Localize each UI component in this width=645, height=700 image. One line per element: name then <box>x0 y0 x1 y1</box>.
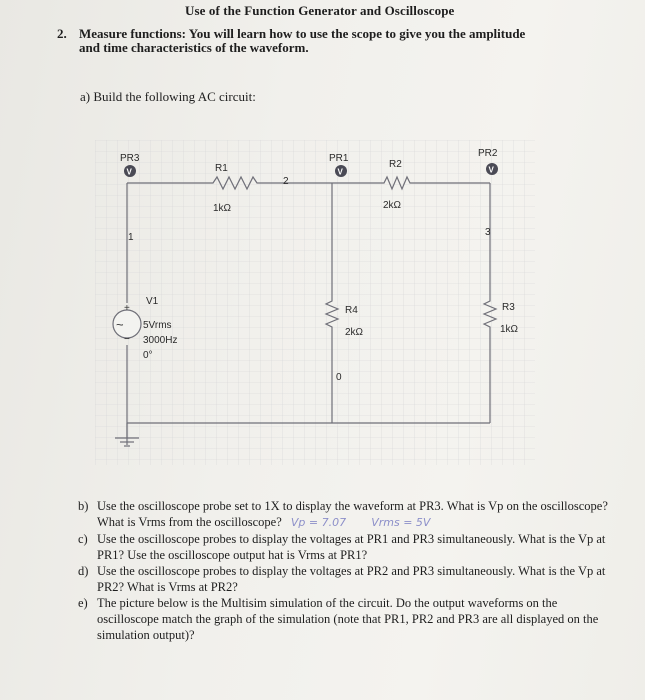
handwritten-vp: Vp = 7.07 <box>290 516 347 529</box>
label-r4-value: 2kΩ <box>345 327 364 338</box>
question-c <box>78 531 613 563</box>
question-d-text: Use the oscilloscope probes to display the voltages at PR2 and PR3 simultaneously. What is the Vp at PR2? What is Vrms at PR2? <box>97 564 606 594</box>
question-2-number: 2. <box>57 26 67 41</box>
label-node-2: 2 <box>283 176 289 187</box>
question-e <box>78 595 613 643</box>
question-e-label: e) <box>78 596 88 610</box>
question-d <box>78 563 613 595</box>
question-b-text: Use the oscilloscope probe set to 1X to display the waveform at PR3. What is Vp on the oscilloscope? What is Vrms from the oscilloscope? <box>97 499 608 529</box>
page-title: Use of the Function Generator and Oscilloscope <box>185 3 455 18</box>
label-v1-phase: 0° <box>143 350 153 361</box>
label-pr1: PR1 <box>329 153 349 164</box>
schematic-grid <box>95 140 535 465</box>
question-c-label: c) <box>78 532 88 546</box>
label-v1-frequency: 3000Hz <box>143 335 178 346</box>
label-node-3: 3 <box>485 227 491 238</box>
label-r3-name: R3 <box>502 302 515 313</box>
question-c-text: Use the oscilloscope probes to display the voltages at PR1 and PR3 simultaneously. What is the Vp at PR1? Use the oscilloscope output hat is Vrms at PR1? <box>97 532 606 562</box>
probe-pr1-glyph: V <box>337 167 343 177</box>
probe-pr2 <box>486 163 498 175</box>
source-tilde: ~ <box>116 317 124 332</box>
label-node-0: 0 <box>336 372 342 383</box>
question-list <box>78 498 613 643</box>
probe-pr3-glyph: V <box>126 167 132 177</box>
question-e-text: The picture below is the Multisim simulation of the circuit. Do the output waveforms on the oscilloscope match the graph of the simulation (note that PR1, PR2 and PR3 are all displayed on the simulation output)? <box>97 596 599 642</box>
source-plus: + <box>124 303 130 314</box>
handwritten-vrms: Vrms = 5V <box>371 516 431 529</box>
probe-pr1 <box>335 165 347 177</box>
question-b-label: b) <box>78 499 89 513</box>
label-v1-name: V1 <box>146 296 159 307</box>
label-v1-amplitude: 5Vrms <box>143 320 172 331</box>
label-r2-value: 2kΩ <box>383 200 402 211</box>
label-r4-name: R4 <box>345 305 358 316</box>
probe-pr2-glyph: V <box>488 165 494 175</box>
question-2-text: Measure functions: You will learn how to use the scope to give you the amplitude and time characteristics of the waveform. <box>79 26 526 55</box>
source-minus: − <box>124 334 130 345</box>
question-d-label: d) <box>78 564 89 578</box>
part-a-instruction: a) Build the following AC circuit: <box>80 89 256 104</box>
label-r3-value: 1kΩ <box>500 324 519 335</box>
label-node-1: 1 <box>128 232 134 243</box>
label-pr2: PR2 <box>478 148 498 159</box>
label-pr3: PR3 <box>120 153 140 164</box>
probe-pr3 <box>124 165 136 177</box>
label-r1-name: R1 <box>215 163 228 174</box>
question-b <box>78 498 613 531</box>
circuit-schematic <box>95 140 535 465</box>
label-r2-name: R2 <box>389 159 402 170</box>
label-r1-value: 1kΩ <box>213 203 232 214</box>
